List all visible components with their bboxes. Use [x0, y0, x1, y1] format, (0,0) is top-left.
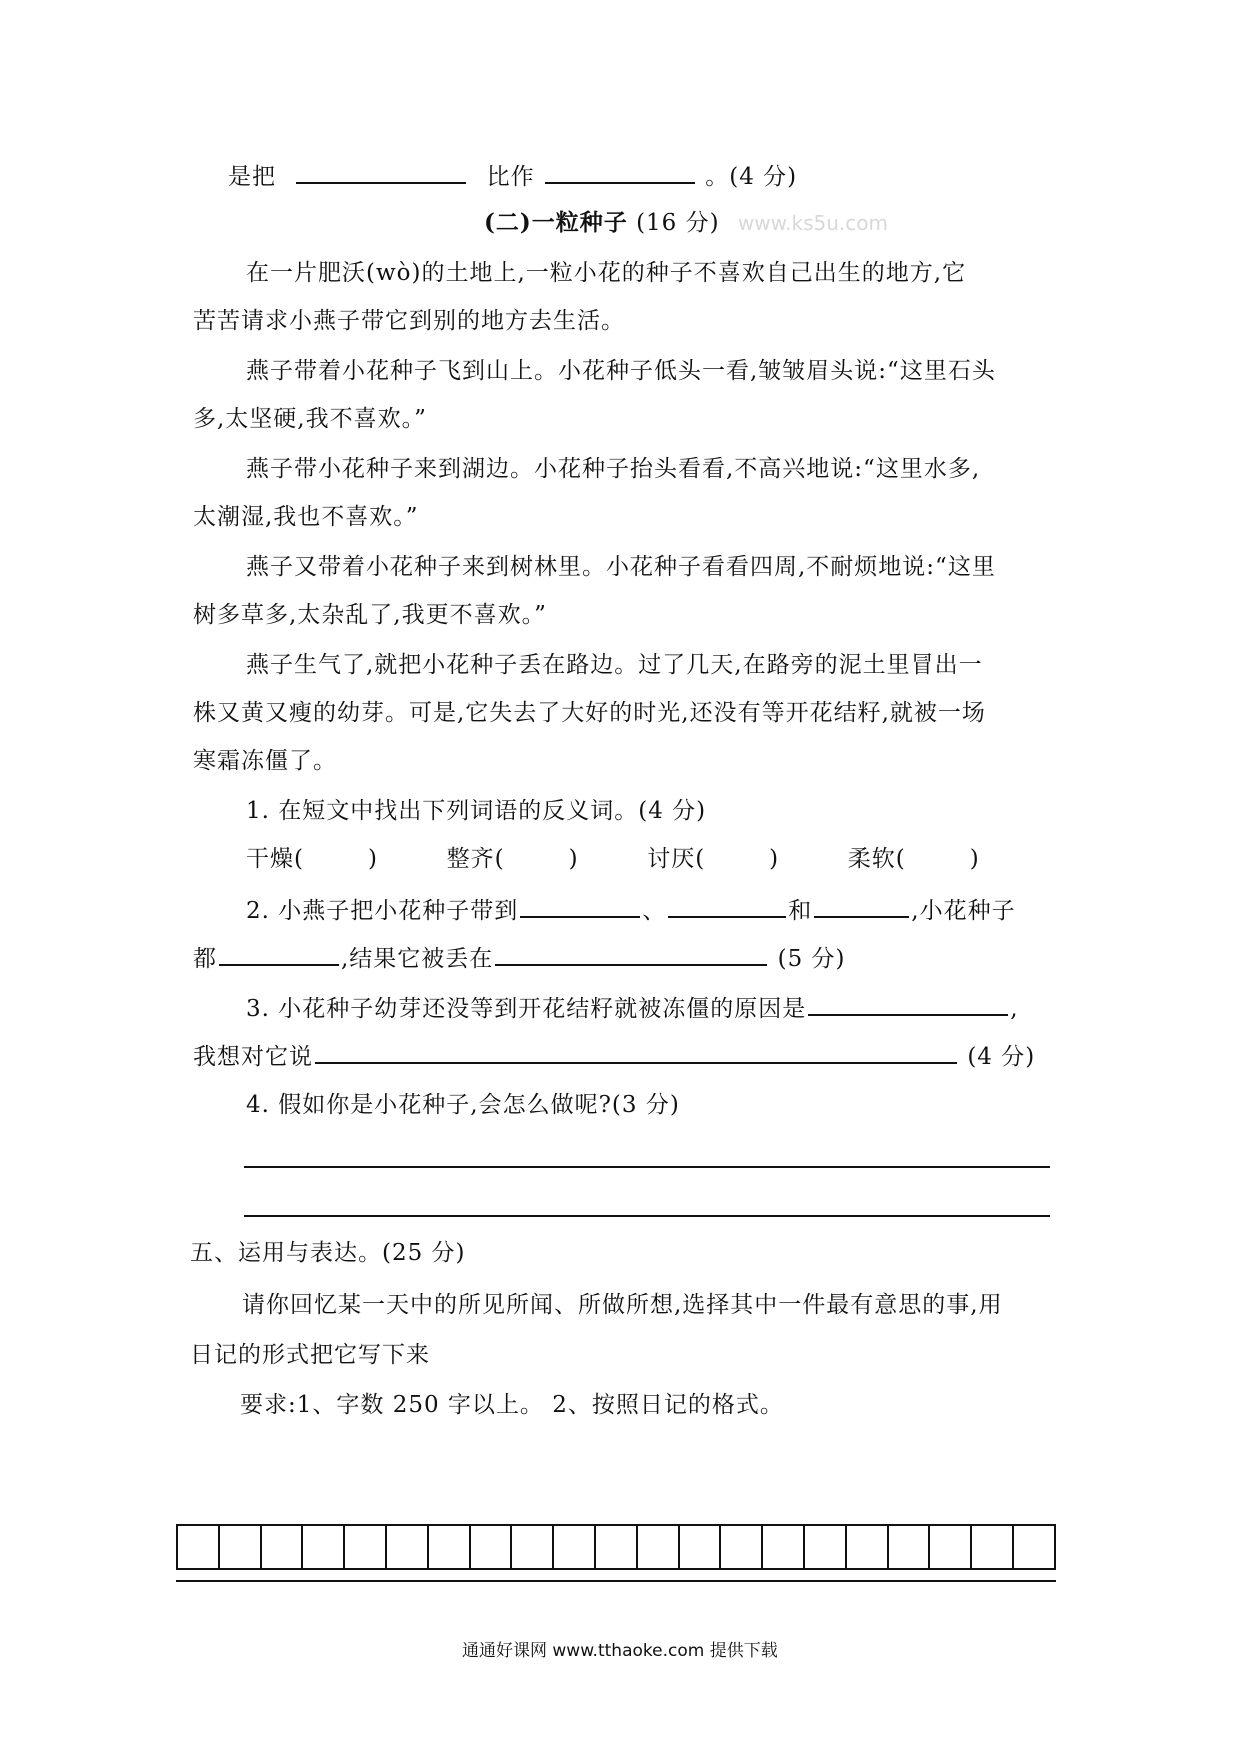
metaphor-middle: 比作 [486, 164, 535, 190]
q1-word-2: 整齐( [446, 846, 505, 872]
q1-word-4: 柔软( [847, 846, 906, 872]
story-p5-l2: 株又黄又瘦的幼芽。可是,它失去了大好的时光,还没有等开花结籽,就被一场 [193, 700, 986, 726]
q2-sep1: 、 [642, 898, 667, 924]
q2-blank-1[interactable] [520, 894, 640, 918]
q1-word-1: 干燥( [246, 846, 304, 872]
q3-points: (4 分) [967, 1044, 1036, 1070]
q3-blank-1[interactable] [808, 992, 1008, 1016]
q1-word-3: 讨厌( [647, 846, 706, 872]
q2-blank-2[interactable] [668, 894, 786, 918]
watermark-text: www.ks5u.com [737, 211, 888, 235]
grid-cell[interactable] [720, 1525, 762, 1569]
grid-cell[interactable] [762, 1525, 804, 1569]
q1-words [246, 844, 980, 874]
metaphor-blank-2[interactable] [545, 160, 695, 184]
grid-cell[interactable] [846, 1525, 888, 1569]
writing-grid-bottom-rule [176, 1580, 1056, 1582]
grid-cell[interactable] [428, 1525, 470, 1569]
q1-answer-3[interactable] [707, 844, 767, 866]
section-five-requirements: 要求:1、字数 250 字以上。 2、按照日记的格式。 [240, 1392, 784, 1418]
grid-cell[interactable] [971, 1525, 1013, 1569]
metaphor-prefix: 是把 [228, 164, 276, 190]
q1-answer-4[interactable] [908, 844, 968, 866]
q1-answer-1[interactable] [306, 844, 366, 866]
story-p3-l2: 太潮湿,我也不喜欢。” [193, 504, 419, 530]
story-p2-l1: 燕子带着小花种子飞到山上。小花种子低头一看,皱皱眉头说:“这里石头 [246, 358, 996, 384]
q1-close-4: ) [969, 846, 980, 872]
section-two-heading [484, 208, 888, 238]
q2-line1 [246, 894, 1016, 926]
q3-line2 [193, 1040, 1035, 1072]
grid-cell[interactable] [177, 1525, 219, 1569]
metaphor-suffix: 。(4 分) [705, 164, 798, 190]
writing-grid [176, 1524, 1056, 1570]
q4-answer-line-1[interactable] [244, 1166, 1050, 1168]
grid-cell[interactable] [1013, 1525, 1055, 1569]
grid-cell[interactable] [511, 1525, 553, 1569]
grid-cell[interactable] [929, 1525, 971, 1569]
q2-line2-b: ,结果它被丢在 [341, 946, 494, 972]
q2-part2: ,小花种子 [911, 898, 1016, 924]
section-two-points: (16 分) [636, 210, 720, 236]
story-p5-l3: 寒霜冻僵了。 [193, 748, 337, 774]
section-two-title: (二)一粒种子 [484, 209, 628, 236]
q2-blank-5[interactable] [495, 942, 767, 966]
q3-line1 [246, 992, 1019, 1024]
q1-answer-2[interactable] [507, 844, 567, 866]
metaphor-line [228, 160, 797, 192]
q2-points: (5 分) [777, 946, 846, 972]
grid-cell[interactable] [219, 1525, 261, 1569]
grid-cell[interactable] [637, 1525, 679, 1569]
q1-close-2: ) [568, 846, 579, 872]
q2-blank-3[interactable] [814, 894, 909, 918]
grid-cell[interactable] [386, 1525, 428, 1569]
q2-part1: 2. 小燕子把小花种子带到 [246, 898, 519, 924]
q2-line2-a: 都 [193, 946, 217, 972]
q2-line2 [193, 942, 846, 974]
metaphor-blank-1[interactable] [296, 160, 466, 184]
grid-cell[interactable] [679, 1525, 721, 1569]
q1-close-1: ) [367, 846, 378, 872]
grid-cell[interactable] [553, 1525, 595, 1569]
story-p4-l2: 树多草多,太杂乱了,我更不喜欢。” [193, 602, 547, 628]
grid-cell[interactable] [302, 1525, 344, 1569]
story-p1-l2: 苦苦请求小燕子带它到别的地方去生活。 [193, 308, 625, 334]
q3-line2-text: 我想对它说 [193, 1044, 313, 1070]
grid-cell[interactable] [888, 1525, 930, 1569]
q2-sep2: 和 [788, 898, 813, 924]
story-p1-l1: 在一片肥沃(wò)的土地上,一粒小花的种子不喜欢自己出生的地方,它 [246, 260, 967, 286]
section-five-prompt-1: 请你回忆某一天中的所见所闻、所做所想,选择其中一件最有意思的事,用 [242, 1292, 1003, 1318]
grid-cell[interactable] [804, 1525, 846, 1569]
story-p2-l2: 多,太坚硬,我不喜欢。” [193, 406, 427, 432]
story-p3-l1: 燕子带小花种子来到湖边。小花种子抬头看看,不高兴地说:“这里水多, [246, 456, 981, 482]
section-five-title: 五、运用与表达。(25 分) [190, 1240, 466, 1266]
grid-cell[interactable] [470, 1525, 512, 1569]
story-p4-l1: 燕子又带着小花种子来到树林里。小花种子看看四周,不耐烦地说:“这里 [246, 554, 996, 580]
footer-text: 通通好课网 www.tthaoke.com 提供下载 [462, 1641, 778, 1661]
grid-cell[interactable] [344, 1525, 386, 1569]
q1-close-3: ) [769, 846, 780, 872]
q1-text: 1. 在短文中找出下列词语的反义词。(4 分) [246, 798, 707, 824]
grid-cell[interactable] [261, 1525, 303, 1569]
section-five-prompt-2: 日记的形式把它写下来 [190, 1342, 430, 1368]
writing-grid-row [177, 1525, 1055, 1569]
story-p5-l1: 燕子生气了,就把小花种子丢在路边。过了几天,在路旁的泥土里冒出一 [246, 652, 983, 678]
q3-comma: , [1010, 996, 1019, 1022]
q4-text: 4. 假如你是小花种子,会怎么做呢?(3 分) [246, 1092, 680, 1118]
grid-cell[interactable] [595, 1525, 637, 1569]
q3-part1: 3. 小花种子幼芽还没等到开花结籽就被冻僵的原因是 [246, 996, 807, 1022]
q2-blank-4[interactable] [219, 942, 339, 966]
q4-answer-line-2[interactable] [244, 1215, 1050, 1217]
q3-blank-2[interactable] [315, 1040, 957, 1064]
